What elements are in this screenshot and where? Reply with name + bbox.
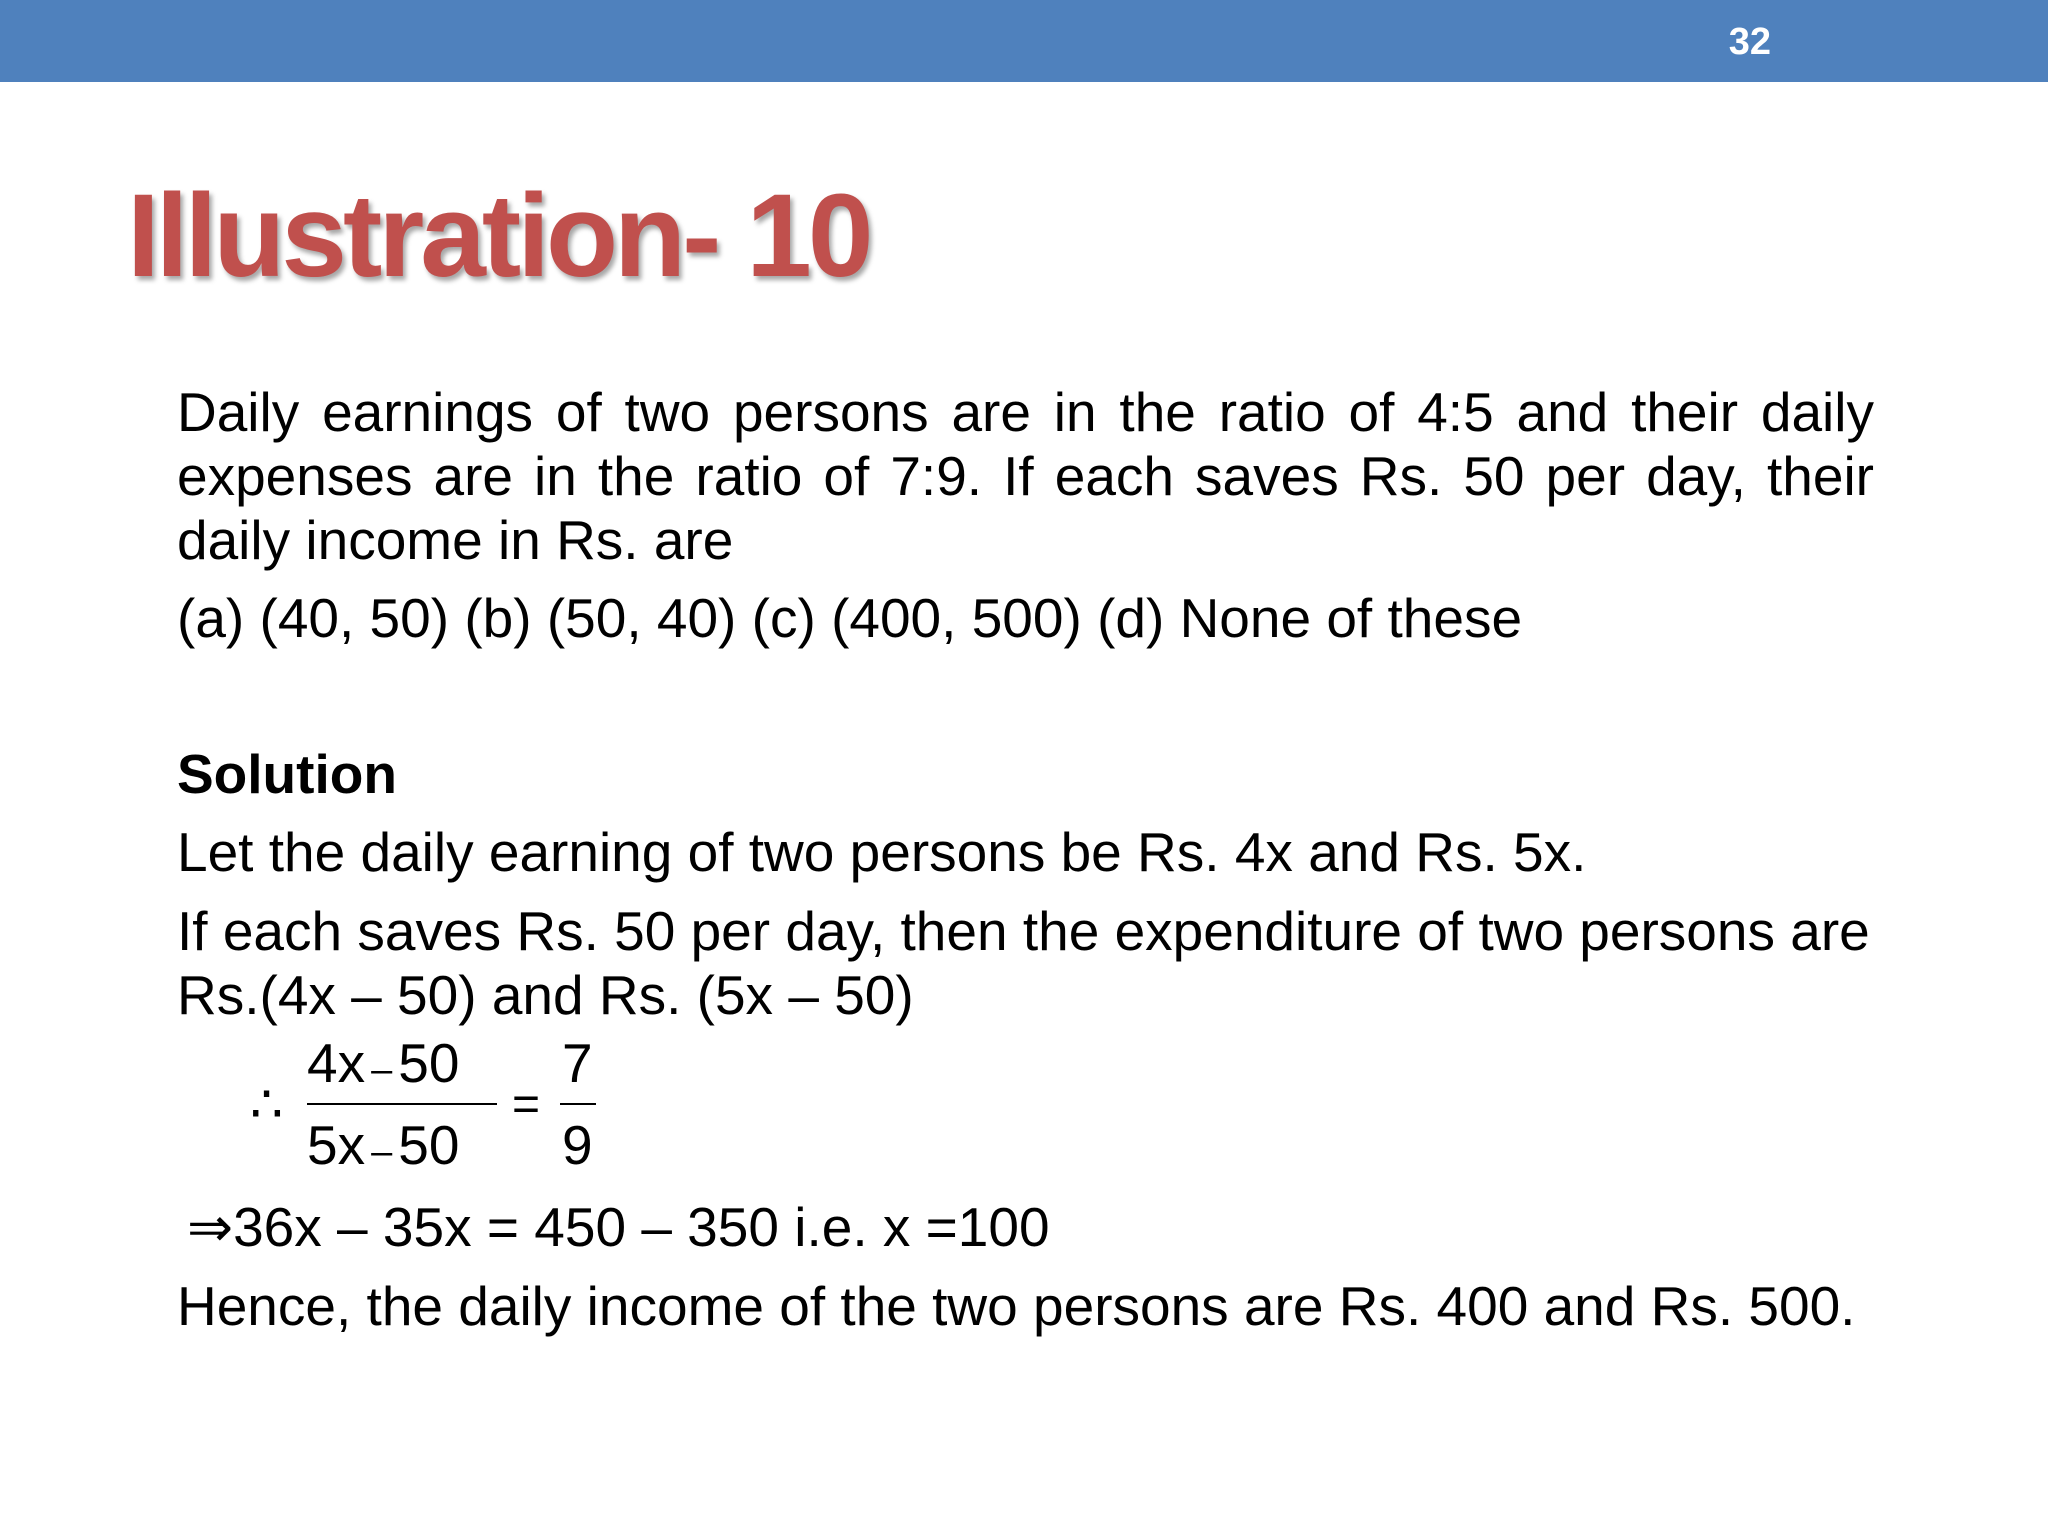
slide-title: Illustration- 10	[127, 170, 870, 302]
equals-sign: =	[512, 1078, 541, 1131]
therefore-symbol: ∴	[250, 1076, 284, 1134]
answer-options: (a) (40, 50) (b) (50, 40) (c) (400, 500) (d) None of these	[177, 587, 1523, 649]
derivation-line: ⇒36x – 35x = 450 – 350 i.e. x =100	[187, 1196, 1050, 1258]
fraction-right-numerator: 7	[562, 1032, 593, 1094]
conclusion-text: Hence, the daily income of the two persons are Rs. 400 and Rs. 500.	[177, 1275, 1856, 1337]
question-text: Daily earnings of two persons are in the ratio of 4:5 and their daily expenses are in the ratio of 7:9. If each saves Rs. 50 per day, their daily income in Rs. are	[177, 381, 1874, 571]
header-bar	[0, 0, 2048, 82]
solution-line-1: Let the daily earning of two persons be Rs. 4x and Rs. 5x.	[177, 821, 1587, 883]
solution-line-2: If each saves Rs. 50 per day, then the expenditure of two persons are Rs.(4x – 50) and Rs. (5x – 50)	[177, 900, 1870, 1026]
fraction-right-denominator: 9	[562, 1114, 593, 1176]
fraction-right-bar	[560, 1103, 596, 1105]
page-number: 32	[1728, 21, 1771, 63]
ratio-equation	[250, 1025, 650, 1185]
num-left-term: 4x	[307, 1032, 366, 1094]
fraction-left-bar	[307, 1103, 497, 1105]
den-left-constant: 50	[398, 1114, 460, 1176]
den-left-operator: –	[371, 1131, 393, 1173]
fraction-left-denominator	[307, 1113, 459, 1184]
num-left-operator: –	[371, 1049, 393, 1091]
solution-heading: Solution	[177, 743, 397, 805]
den-left-term: 5x	[307, 1114, 366, 1176]
fraction-left-numerator	[307, 1031, 459, 1102]
num-left-constant: 50	[398, 1032, 460, 1094]
